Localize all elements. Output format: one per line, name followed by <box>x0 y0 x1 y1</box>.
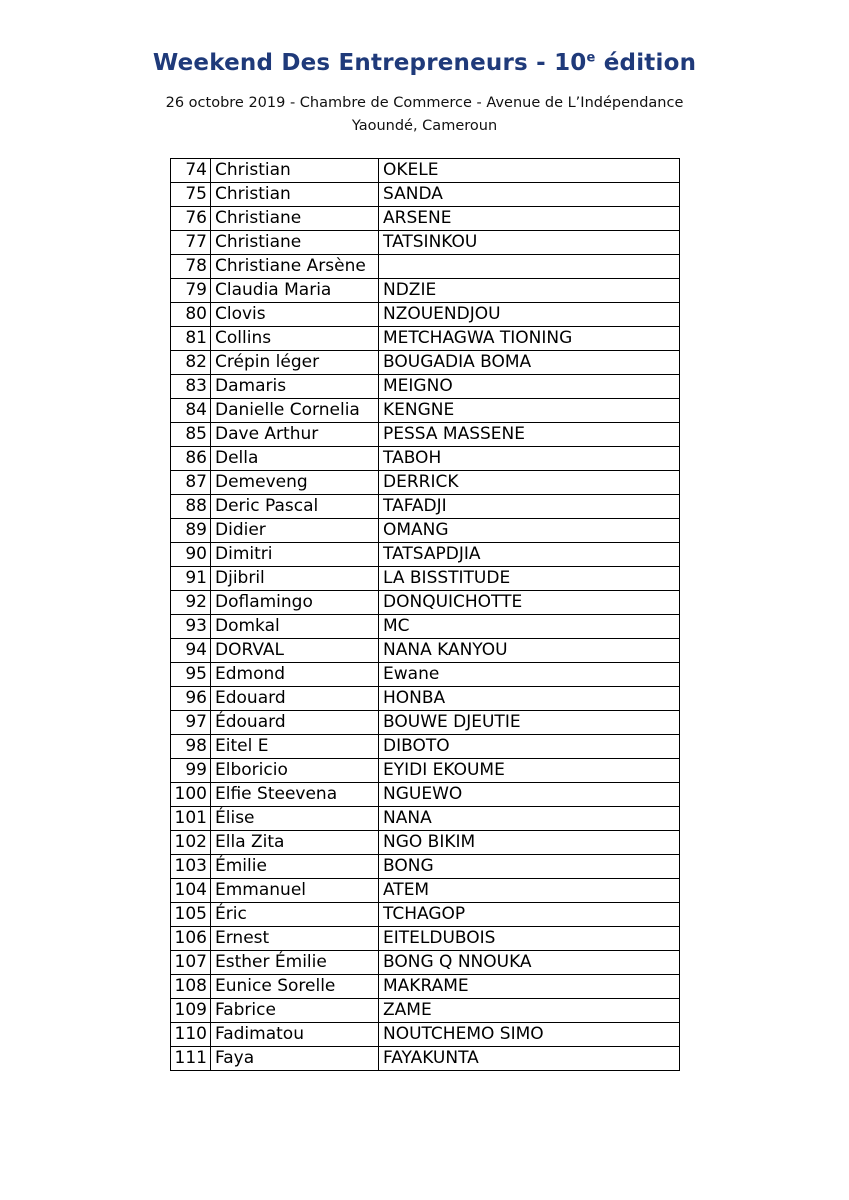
row-number-cell: 106 <box>171 927 211 951</box>
last-name-cell: METCHAGWA TIONING <box>379 327 680 351</box>
row-number-cell: 74 <box>171 159 211 183</box>
table-row <box>171 375 680 399</box>
document-title <box>0 50 849 76</box>
first-name-cell: Damaris <box>211 375 379 399</box>
row-number-cell: 103 <box>171 855 211 879</box>
last-name-cell: ZAME <box>379 999 680 1023</box>
row-number-cell: 89 <box>171 519 211 543</box>
last-name-cell <box>379 255 680 279</box>
first-name-cell: DORVAL <box>211 639 379 663</box>
row-number-cell: 97 <box>171 711 211 735</box>
table-row <box>171 351 680 375</box>
table-row <box>171 927 680 951</box>
last-name-cell: BOUWE DJEUTIE <box>379 711 680 735</box>
row-number-cell: 109 <box>171 999 211 1023</box>
row-number-cell: 85 <box>171 423 211 447</box>
first-name-cell: Édouard <box>211 711 379 735</box>
table-row <box>171 447 680 471</box>
table-row <box>171 1047 680 1071</box>
row-number-cell: 91 <box>171 567 211 591</box>
table-row <box>171 1023 680 1047</box>
table-row <box>171 327 680 351</box>
table-row <box>171 711 680 735</box>
first-name-cell: Didier <box>211 519 379 543</box>
last-name-cell: OMANG <box>379 519 680 543</box>
row-number-cell: 80 <box>171 303 211 327</box>
first-name-cell: Edouard <box>211 687 379 711</box>
row-number-cell: 111 <box>171 1047 211 1071</box>
row-number-cell: 90 <box>171 543 211 567</box>
first-name-cell: Clovis <box>211 303 379 327</box>
last-name-cell: TATSAPDJIA <box>379 543 680 567</box>
first-name-cell: Djibril <box>211 567 379 591</box>
table-row <box>171 999 680 1023</box>
first-name-cell: Demeveng <box>211 471 379 495</box>
last-name-cell: NGO BIKIM <box>379 831 680 855</box>
row-number-cell: 86 <box>171 447 211 471</box>
row-number-cell: 77 <box>171 231 211 255</box>
first-name-cell: Christiane <box>211 207 379 231</box>
row-number-cell: 79 <box>171 279 211 303</box>
first-name-cell: Esther Émilie <box>211 951 379 975</box>
last-name-cell: TABOH <box>379 447 680 471</box>
first-name-cell: Christiane Arsène <box>211 255 379 279</box>
first-name-cell: Elboricio <box>211 759 379 783</box>
last-name-cell: SANDA <box>379 183 680 207</box>
row-number-cell: 101 <box>171 807 211 831</box>
first-name-cell: Deric Pascal <box>211 495 379 519</box>
row-number-cell: 105 <box>171 903 211 927</box>
row-number-cell: 94 <box>171 639 211 663</box>
first-name-cell: Claudia Maria <box>211 279 379 303</box>
table-row <box>171 279 680 303</box>
table-row <box>171 807 680 831</box>
last-name-cell: ARSENE <box>379 207 680 231</box>
table-row <box>171 159 680 183</box>
row-number-cell: 108 <box>171 975 211 999</box>
row-number-cell: 96 <box>171 687 211 711</box>
first-name-cell: Emmanuel <box>211 879 379 903</box>
row-number-cell: 82 <box>171 351 211 375</box>
first-name-cell: Émilie <box>211 855 379 879</box>
table-row <box>171 831 680 855</box>
table-row <box>171 759 680 783</box>
last-name-cell: TATSINKOU <box>379 231 680 255</box>
last-name-cell: MEIGNO <box>379 375 680 399</box>
last-name-cell: TCHAGOP <box>379 903 680 927</box>
last-name-cell: OKELE <box>379 159 680 183</box>
row-number-cell: 93 <box>171 615 211 639</box>
first-name-cell: Eitel E <box>211 735 379 759</box>
table-row <box>171 543 680 567</box>
row-number-cell: 88 <box>171 495 211 519</box>
table-row <box>171 183 680 207</box>
last-name-cell: Ewane <box>379 663 680 687</box>
table-row <box>171 855 680 879</box>
row-number-cell: 102 <box>171 831 211 855</box>
last-name-cell: FAYAKUNTA <box>379 1047 680 1071</box>
first-name-cell: Dimitri <box>211 543 379 567</box>
participant-table-body <box>171 159 680 1071</box>
table-row <box>171 519 680 543</box>
first-name-cell: Doflamingo <box>211 591 379 615</box>
first-name-cell: Fabrice <box>211 999 379 1023</box>
last-name-cell: NDZIE <box>379 279 680 303</box>
table-row <box>171 687 680 711</box>
last-name-cell: KENGNE <box>379 399 680 423</box>
row-number-cell: 83 <box>171 375 211 399</box>
first-name-cell: Dave Arthur <box>211 423 379 447</box>
table-row <box>171 735 680 759</box>
last-name-cell: MC <box>379 615 680 639</box>
last-name-cell: LA BISSTITUDE <box>379 567 680 591</box>
last-name-cell: BONG <box>379 855 680 879</box>
last-name-cell: HONBA <box>379 687 680 711</box>
last-name-cell: DERRICK <box>379 471 680 495</box>
last-name-cell: TAFADJI <box>379 495 680 519</box>
last-name-cell: EITELDUBOIS <box>379 927 680 951</box>
first-name-cell: Della <box>211 447 379 471</box>
last-name-cell: NGUEWO <box>379 783 680 807</box>
first-name-cell: Edmond <box>211 663 379 687</box>
last-name-cell: EYIDI EKOUME <box>379 759 680 783</box>
table-row <box>171 423 680 447</box>
row-number-cell: 76 <box>171 207 211 231</box>
first-name-cell: Danielle Cornelia <box>211 399 379 423</box>
last-name-cell: MAKRAME <box>379 975 680 999</box>
first-name-cell: Eunice Sorelle <box>211 975 379 999</box>
last-name-cell: ATEM <box>379 879 680 903</box>
row-number-cell: 87 <box>171 471 211 495</box>
participant-table <box>170 158 680 1071</box>
table-row <box>171 303 680 327</box>
table-row <box>171 639 680 663</box>
row-number-cell: 98 <box>171 735 211 759</box>
event-date-location: 26 octobre 2019 - Chambre de Commerce - Avenue de L’Indépendance <box>165 95 684 111</box>
table-row <box>171 255 680 279</box>
first-name-cell: Elfie Steevena <box>211 783 379 807</box>
first-name-cell: Crépin léger <box>211 351 379 375</box>
row-number-cell: 92 <box>171 591 211 615</box>
last-name-cell: DONQUICHOTTE <box>379 591 680 615</box>
first-name-cell: Christiane <box>211 231 379 255</box>
table-row <box>171 783 680 807</box>
last-name-cell: BONG Q NNOUKA <box>379 951 680 975</box>
row-number-cell: 81 <box>171 327 211 351</box>
last-name-cell: NANA KANYOU <box>379 639 680 663</box>
row-number-cell: 107 <box>171 951 211 975</box>
last-name-cell: NZOUENDJOU <box>379 303 680 327</box>
table-row <box>171 975 680 999</box>
first-name-cell: Christian <box>211 183 379 207</box>
row-number-cell: 110 <box>171 1023 211 1047</box>
table-row <box>171 615 680 639</box>
first-name-cell: Collins <box>211 327 379 351</box>
last-name-cell: BOUGADIA BOMA <box>379 351 680 375</box>
row-number-cell: 75 <box>171 183 211 207</box>
row-number-cell: 99 <box>171 759 211 783</box>
last-name-cell: NANA <box>379 807 680 831</box>
first-name-cell: Ernest <box>211 927 379 951</box>
table-row <box>171 207 680 231</box>
row-number-cell: 95 <box>171 663 211 687</box>
row-number-cell: 84 <box>171 399 211 423</box>
table-row <box>171 399 680 423</box>
first-name-cell: Fadimatou <box>211 1023 379 1047</box>
table-row <box>171 231 680 255</box>
row-number-cell: 104 <box>171 879 211 903</box>
title-suffix: édition <box>595 50 697 76</box>
table-row <box>171 567 680 591</box>
first-name-cell: Ella Zita <box>211 831 379 855</box>
first-name-cell: Éric <box>211 903 379 927</box>
table-row <box>171 495 680 519</box>
last-name-cell: PESSA MASSENE <box>379 423 680 447</box>
title-text: Weekend Des Entrepreneurs - 10 <box>152 50 587 76</box>
table-row <box>171 663 680 687</box>
table-row <box>171 471 680 495</box>
table-row <box>171 903 680 927</box>
table-row <box>171 591 680 615</box>
last-name-cell: NOUTCHEMO SIMO <box>379 1023 680 1047</box>
row-number-cell: 100 <box>171 783 211 807</box>
table-row <box>171 879 680 903</box>
event-city: Yaoundé, Cameroun <box>351 118 498 134</box>
first-name-cell: Domkal <box>211 615 379 639</box>
row-number-cell: 78 <box>171 255 211 279</box>
title-superscript: e <box>586 50 596 66</box>
last-name-cell: DIBOTO <box>379 735 680 759</box>
first-name-cell: Faya <box>211 1047 379 1071</box>
table-row <box>171 951 680 975</box>
first-name-cell: Christian <box>211 159 379 183</box>
first-name-cell: Élise <box>211 807 379 831</box>
